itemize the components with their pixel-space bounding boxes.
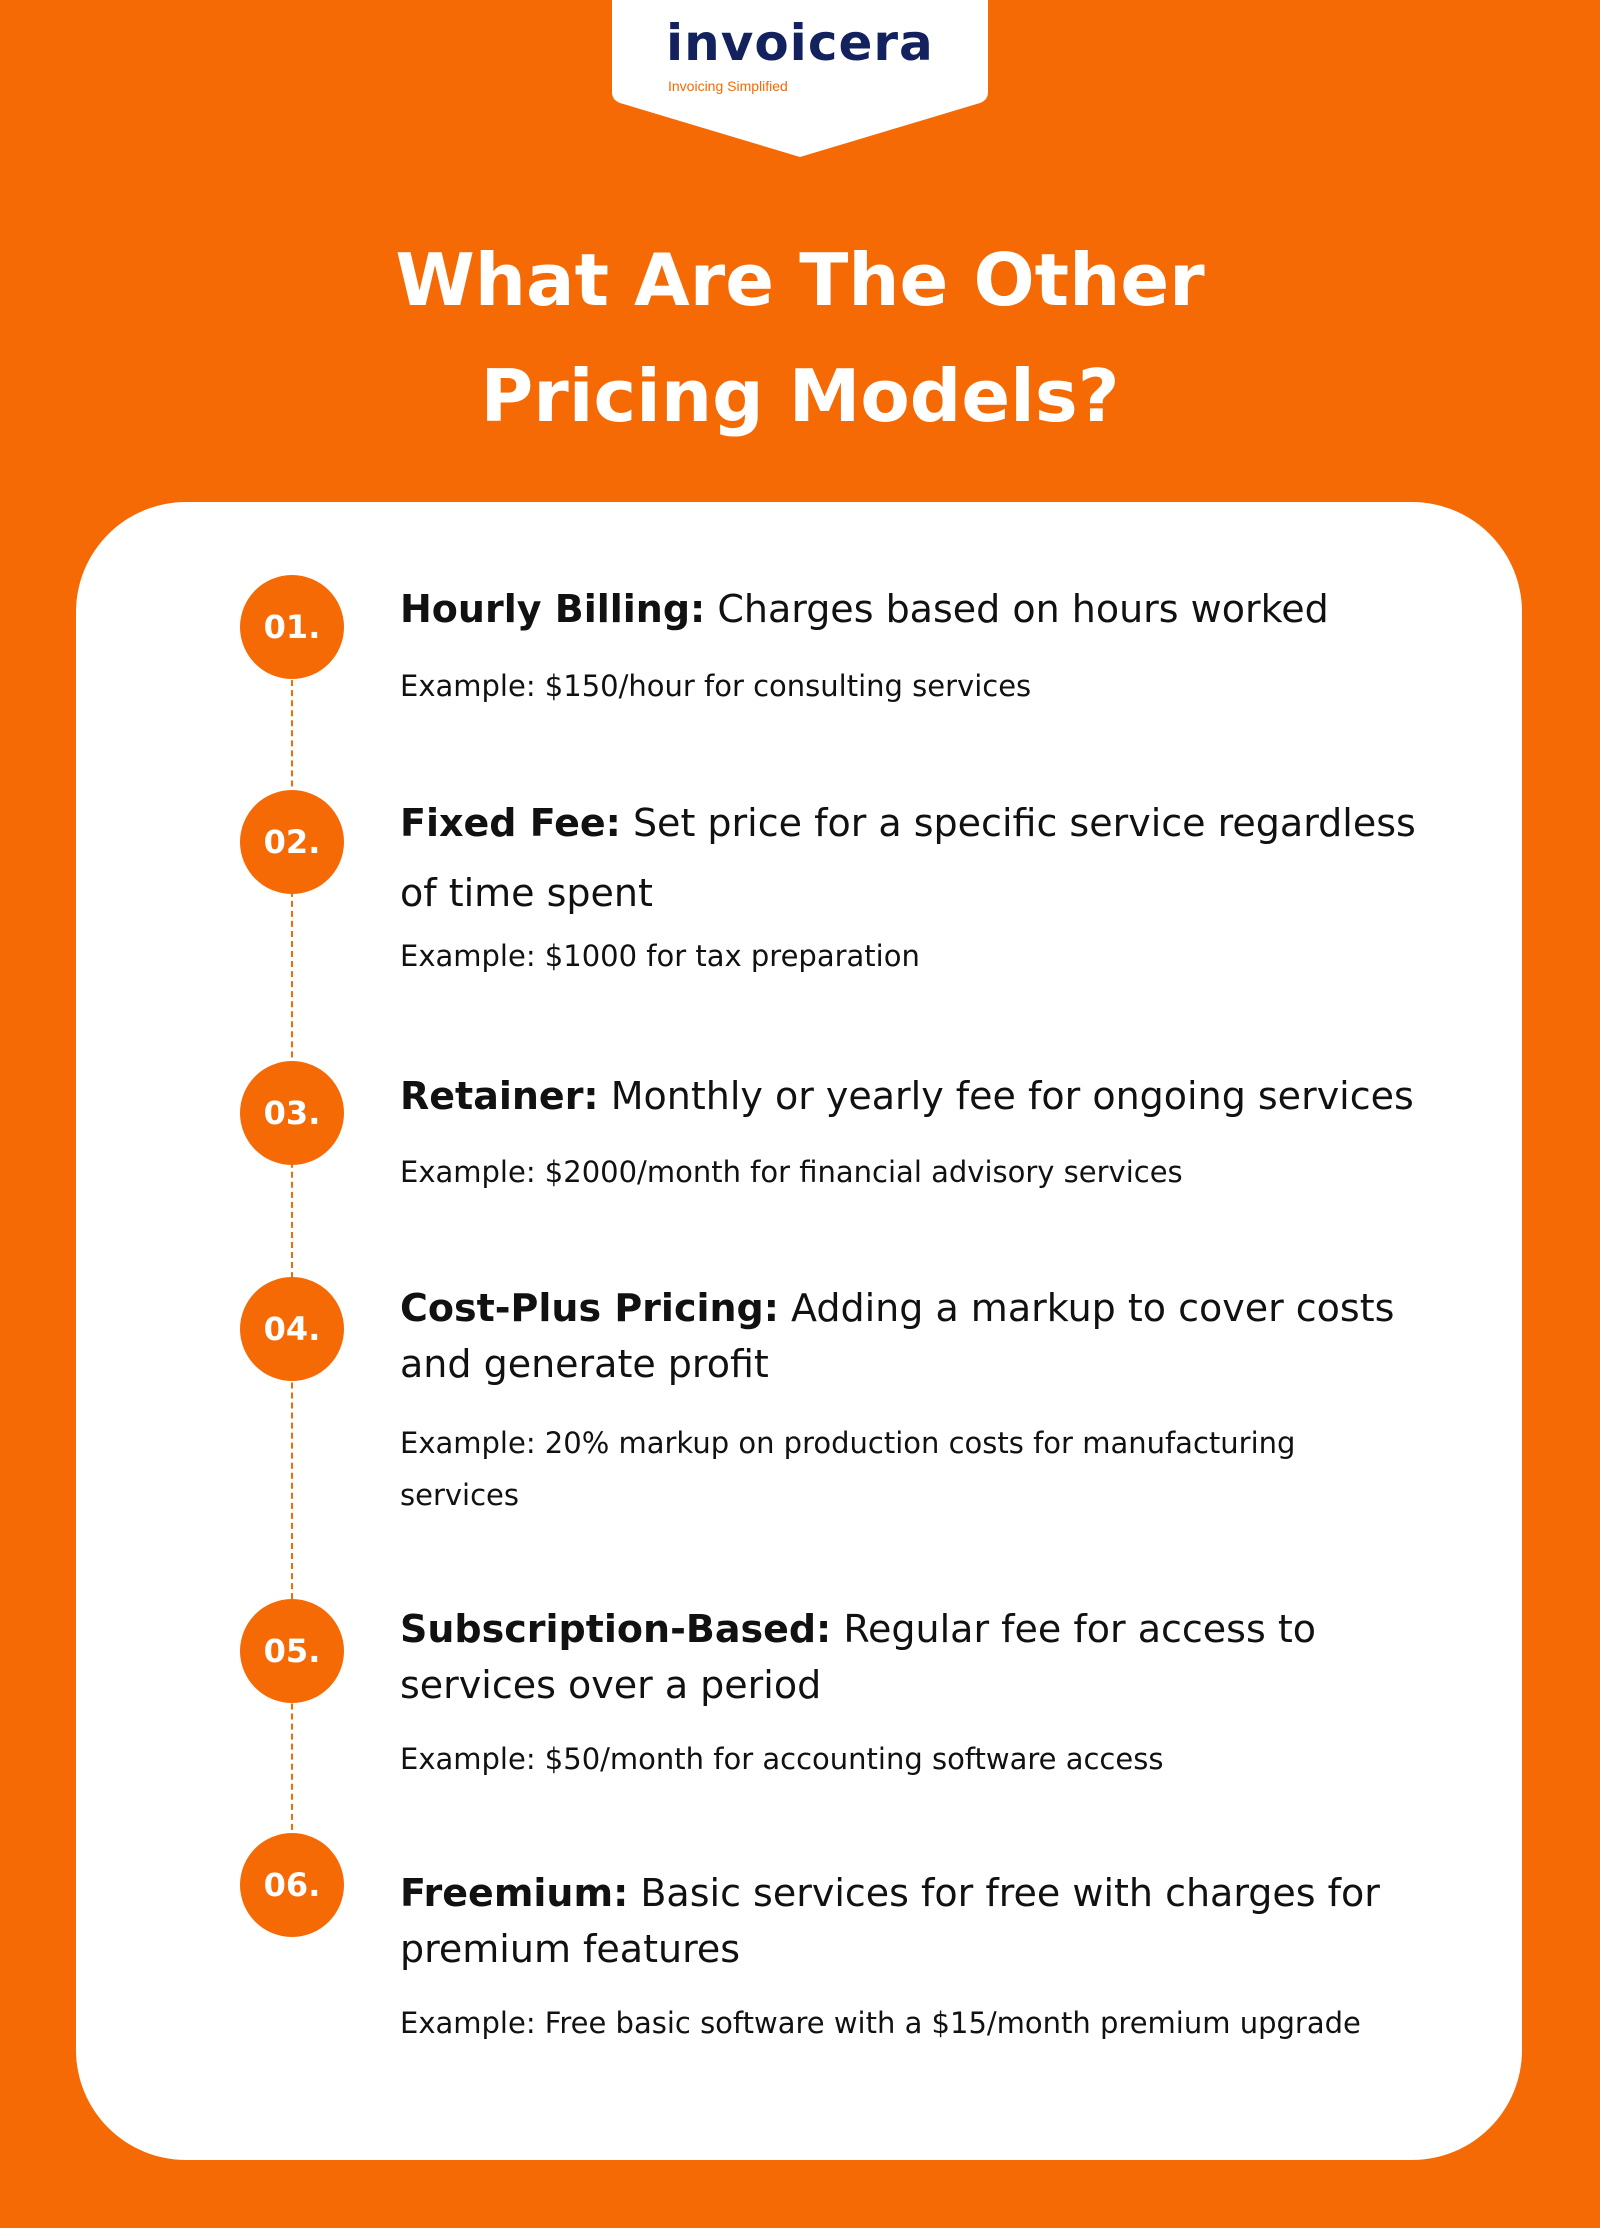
item-title — [400, 581, 1420, 637]
page-title-line-1: What Are The Other — [395, 238, 1205, 322]
item-description: Charges based on hours worked — [705, 587, 1329, 631]
item-name: Freemium: — [400, 1871, 629, 1915]
item-description: Basic services for free with charges for premium features — [400, 1871, 1380, 1971]
page-title-line-2: Pricing Models? — [480, 354, 1120, 438]
brand-tagline: Invoicing Simplified — [668, 78, 788, 94]
item-example: Example: $150/hour for consulting services — [400, 669, 1032, 703]
logo-tab — [612, 0, 988, 157]
item-number-badge: 01. — [240, 575, 344, 679]
item-number-badge: 03. — [240, 1061, 344, 1165]
item-description: Regular fee for access to services over a period — [400, 1607, 1316, 1707]
item-name: Subscription-Based: — [400, 1607, 832, 1651]
item-title — [400, 1865, 1420, 1977]
item-name: Cost-Plus Pricing: — [400, 1286, 779, 1330]
item-name: Fixed Fee: — [400, 801, 621, 845]
item-number-badge: 04. — [240, 1277, 344, 1381]
item-name: Hourly Billing: — [400, 587, 706, 631]
item-title — [400, 1068, 1420, 1124]
item-title — [400, 1601, 1420, 1713]
item-example: Example: 20% markup on production costs for manufacturing services — [400, 1426, 1296, 1512]
item-title — [400, 1280, 1420, 1392]
item-name: Retainer: — [400, 1074, 599, 1118]
item-number-badge: 02. — [240, 790, 344, 894]
item-example: Example: Free basic software with a $15/month premium upgrade — [400, 2006, 1361, 2040]
item-description: Set price for a specific service regardless of time spent — [400, 801, 1416, 915]
item-example: Example: $1000 for tax preparation — [400, 939, 920, 973]
item-number-badge: 06. — [240, 1833, 344, 1937]
page-title — [0, 222, 1600, 454]
item-example: Example: $50/month for accounting software access — [400, 1742, 1164, 1776]
brand-logo[interactable]: invoicera — [666, 14, 934, 72]
item-description: Adding a markup to cover costs and generate profit — [400, 1286, 1395, 1386]
item-description: Monthly or yearly fee for ongoing services — [598, 1074, 1414, 1118]
item-example: Example: $2000/month for financial advisory services — [400, 1155, 1183, 1189]
item-title — [400, 788, 1420, 928]
item-number-badge: 05. — [240, 1599, 344, 1703]
